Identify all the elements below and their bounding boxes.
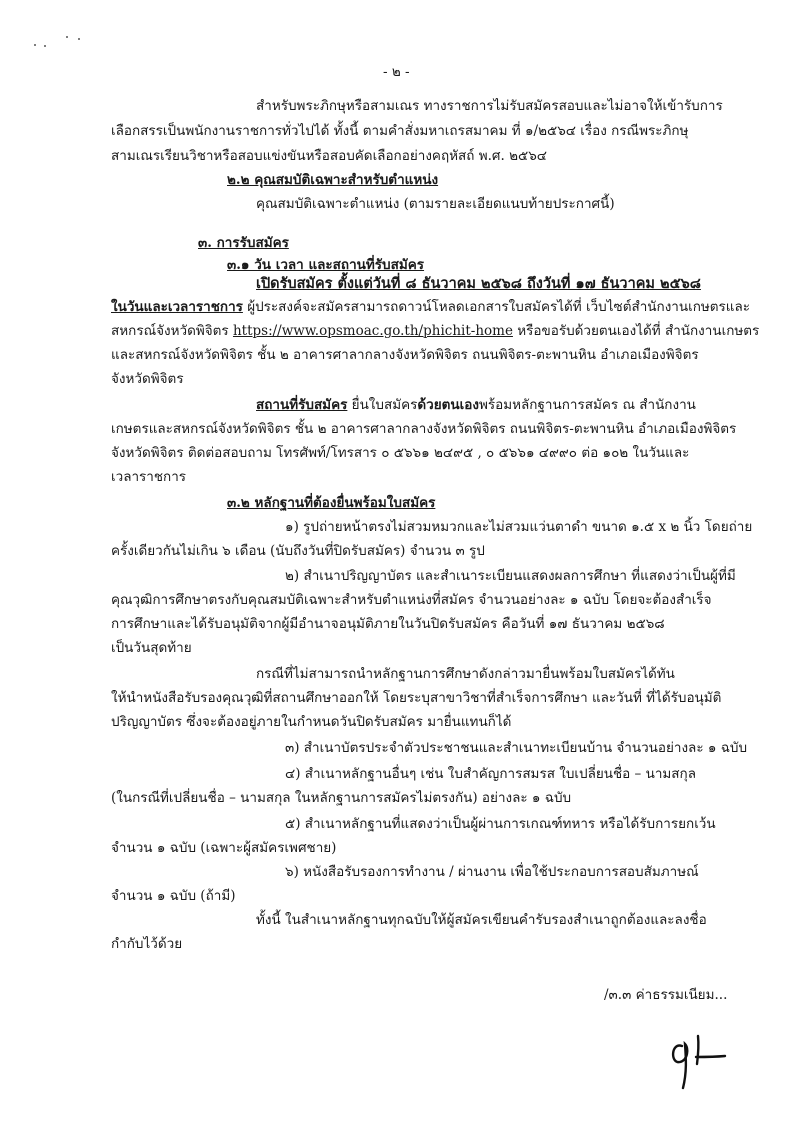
section-3-heading: ๓. การรับสมัคร [198, 235, 289, 251]
download-info-line-4: จังหวัดพิจิตร [111, 371, 184, 387]
evidence-item-4-line-1: ๔) สำเนาหลักฐานอื่นๆ เช่น ใบสำคัญการสมรส ใบเปลี่ยนชื่อ – นามสกุล [285, 766, 696, 782]
monk-note-line-2: เลือกสรรเป็นพนักงานราชการทั่วไปได้ ทั้งนี้ ตามคำสั่งมหาเถรสมาคม ที่ ๑/๒๕๖๔ เรื่อง กรณีพระภิกษุ [111, 123, 689, 139]
scan-speck [44, 45, 46, 47]
scan-speck [34, 44, 36, 46]
section-3-2-heading: ๓.๒ หลักฐานที่ต้องยื่นพร้อมใบสมัคร [227, 495, 436, 511]
evidence-item-6-line-2: จำนวน ๑ ฉบับ (ถ้ามี) [111, 888, 236, 904]
evidence-item-3: ๓) สำเนาบัตรประจำตัวประชาชนและสำเนาทะเบียนบ้าน จำนวนอย่างละ ๑ ฉบับ [285, 740, 748, 756]
evidence-item-5-line-2: จำนวน ๑ ฉบับ (เฉพาะผู้สมัครเพศชาย) [111, 840, 337, 856]
in-person-emphasis: ด้วยตนเอง [417, 397, 479, 413]
application-period: เปิดรับสมัคร ตั้งแต่วันที่ ๘ ธันวาคม ๒๕๖๘ ถึงวันที่ ๑๗ ธันวาคม ๒๕๖๘ [256, 275, 701, 292]
application-place-line-1 [256, 396, 696, 414]
certification-note-line-1: ทั้งนี้ ในสำเนาหลักฐานทุกฉบับให้ผู้สมัครเขียนคำรับรองสำเนาถูกต้องและลงชื่อ [256, 912, 707, 928]
certification-note-line-2: กำกับไว้ด้วย [111, 936, 183, 952]
download-info-line-1 [111, 298, 750, 316]
download-info-text: ผู้ประสงค์จะสมัครสามารถดาวน์โหลดเอกสารใบสมัครได้ที่ เว็บไซต์สำนักงานเกษตรและ [242, 299, 751, 315]
website-link[interactable]: https://www.opsmoac.go.th/phichit-home [232, 323, 513, 339]
download-info-line-3: และสหกรณ์จังหวัดพิจิตร ชั้น ๒ อาคารศาลากลางจังหวัดพิจิตร ถนนพิจิตร-ตะพานหิน อำเภอเมืองพิจิตร [111, 347, 699, 363]
scan-speck [78, 38, 80, 40]
handwritten-initials-icon [668, 1032, 728, 1094]
application-place-line-3: จังหวัดพิจิตร ติดต่อสอบถาม โทรศัพท์/โทรสาร ๐ ๕๖๖๑ ๒๔๙๕ , ๐ ๕๖๖๑ ๔๙๙๐ ต่อ ๑๐๒ ในวันและ [111, 445, 690, 461]
education-note-line-1: กรณีที่ไม่สามารถนำหลักฐานการศึกษาดังกล่าวมายื่นพร้อมใบสมัครได้ทัน [256, 666, 675, 682]
evidence-item-2-line-2: คุณวุฒิการศึกษาตรงกับคุณสมบัติเฉพาะสำหรับตำแหน่งที่สมัคร จำนวนอย่างละ ๑ ฉบับ โดยจะต้องสำเร็จ [111, 592, 712, 608]
section-2-2-text: คุณสมบัติเฉพาะตำแหน่ง (ตามรายละเอียดแนบท้ายประกาศนี้) [256, 196, 615, 212]
evidence-item-2-line-1: ๒) สำเนาปริญญาบัตร และสำเนาระเบียนแสดงผลการศึกษา ที่แสดงว่าเป็นผู้ที่มี [285, 568, 736, 584]
scan-speck [66, 36, 68, 38]
download-info-text: หรือขอรับด้วยตนเองได้ที่ สำนักงานเกษตร [512, 323, 760, 339]
evidence-item-5-line-1: ๕) สำเนาหลักฐานที่แสดงว่าเป็นผู้ผ่านการเกณฑ์ทหาร หรือได้รับการยกเว้น [285, 816, 716, 832]
evidence-item-6-line-1: ๖) หนังสือรับรองการทำงาน / ผ่านงาน เพื่อใช้ประกอบการสอบสัมภาษณ์ [285, 864, 699, 880]
application-place-line-2: เกษตรและสหกรณ์จังหวัดพิจิตร ชั้น ๒ อาคารศาลากลางจังหวัดพิจิตร ถนนพิจิตร-ตะพานหิน อำเภอเมืองพิจิตร [111, 421, 737, 437]
evidence-item-1-line-1: ๑) รูปถ่ายหน้าตรงไม่สวมหมวกและไม่สวมแว่นตาดำ ขนาด ๑.๕ x ๒ นิ้ว โดยถ่าย [285, 519, 753, 535]
monk-note-line-3: สามเณรเรียนวิชาหรือสอบแข่งขันหรือสอบคัดเลือกอย่างคฤหัสถ์ พ.ศ. ๒๕๖๔ [111, 148, 547, 164]
evidence-item-2-line-4: เป็นวันสุดท้าย [111, 640, 192, 656]
monk-note-line-1: สำหรับพระภิกษุหรือสามเณร ทางราชการไม่รับสมัครสอบและไม่อาจให้เข้ารับการ [256, 98, 723, 114]
application-place-label: สถานที่รับสมัคร [256, 397, 348, 413]
office-hours-label: ในวันและเวลาราชการ [111, 299, 243, 315]
download-info-line-2 [111, 322, 759, 340]
application-place-line-4: เวลาราชการ [111, 469, 187, 485]
continuation-marker: /๓.๓ ค่าธรรมเนียม... [604, 987, 728, 1003]
education-note-line-2: ให้นำหนังสือรับรองคุณวุฒิที่สถานศึกษาออกให้ โดยระบุสาขาวิชาที่สำเร็จการศึกษา และวันที่ ที่ได้รับอนุมัติ [111, 690, 722, 706]
evidence-item-4-line-2: (ในกรณีที่เปลี่ยนชื่อ – นามสกุล ในหลักฐานการสมัครไม่ตรงกัน) อย่างละ ๑ ฉบับ [111, 790, 572, 806]
page-number: - ๒ - [383, 64, 410, 80]
application-place-text: ยื่นใบสมัคร [347, 397, 418, 413]
application-place-text: พร้อมหลักฐานการสมัคร ณ สำนักงาน [478, 397, 696, 413]
evidence-item-2-line-3: การศึกษาและได้รับอนุมัติจากผู้มีอำนาจอนุมัติภายในวันปิดรับสมัคร คือวันที่ ๑๗ ธันวาคม ๒๕๖๘ [111, 616, 665, 632]
download-info-text: สหกรณ์จังหวัดพิจิตร [111, 323, 233, 339]
education-note-line-3: ปริญญาบัตร ซึ่งจะต้องอยู่ภายในกำหนดวันปิดรับสมัคร มายื่นแทนก็ได้ [111, 714, 512, 730]
section-2-2-heading: ๒.๒ คุณสมบัติเฉพาะสำหรับตำแหน่ง [227, 172, 439, 188]
section-3-1-heading: ๓.๑ วัน เวลา และสถานที่รับสมัคร [227, 257, 425, 273]
evidence-item-1-line-2: ครั้งเดียวกันไม่เกิน ๖ เดือน (นับถึงวันที่ปิดรับสมัคร) จำนวน ๓ รูป [111, 543, 485, 559]
